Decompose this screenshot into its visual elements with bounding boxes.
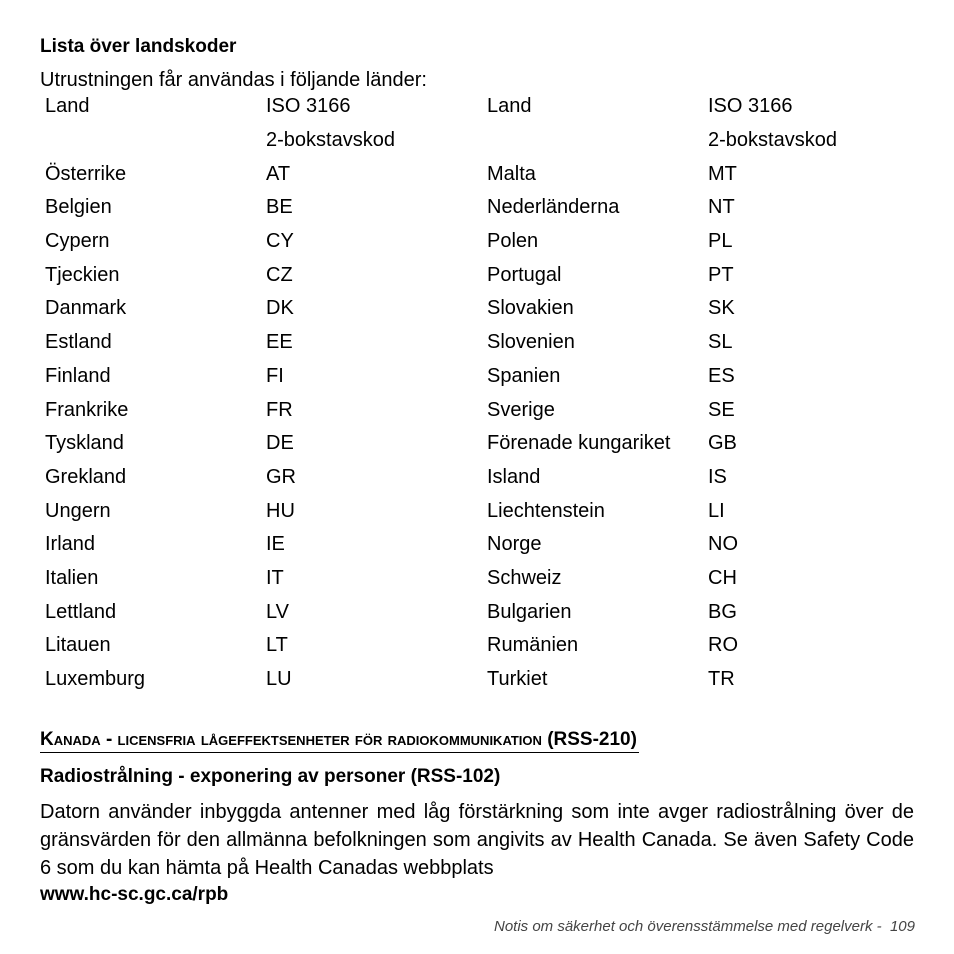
section-title-smallcaps: anada - licensfria lågeffektsenheter för radiokommunikation xyxy=(53,729,542,750)
country-code-cell: LU xyxy=(266,668,292,691)
intro-text: Utrustningen får användas i följande länder: xyxy=(40,69,427,91)
country-name-cell: Nederländerna xyxy=(487,196,620,219)
country-code-cell: FI xyxy=(266,364,284,387)
country-code-cell: IT xyxy=(266,566,284,589)
table-row xyxy=(40,595,924,629)
table-row xyxy=(40,191,924,225)
table-row xyxy=(40,494,924,528)
country-name-cell: Estland xyxy=(45,331,112,354)
subheading-radiation: Radiostrålning - exponering av personer (RSS-102) xyxy=(40,766,501,787)
country-name-cell: Portugal xyxy=(487,263,562,286)
table-row xyxy=(40,629,924,663)
country-code-cell: PL xyxy=(708,230,733,253)
page-footer: Notis om säkerhet och överensstämmelse med regelverk - 109 xyxy=(493,918,915,935)
country-code-cell: IS xyxy=(708,465,727,488)
country-name-cell: Ungern xyxy=(45,499,111,522)
country-name-cell: Frankrike xyxy=(45,398,129,421)
country-code-cell: AT xyxy=(266,162,291,185)
website-link[interactable]: www.hc-sc.gc.ca/rpb xyxy=(40,884,229,905)
country-code-cell: DK xyxy=(266,297,294,320)
table-row xyxy=(40,393,924,427)
table-row xyxy=(40,427,924,461)
table-row xyxy=(40,562,924,596)
body-paragraph: Datorn använder inbyggda antenner med låg förstärkning som inte avger radiostrålning över de gränsvärden för den allmänna befolkningen som angivits av Health Canada. Se även Safety Code 6 som du kan hämta på Health Canadas webbplats xyxy=(40,801,914,879)
table-row xyxy=(40,326,924,360)
country-code-cell: BE xyxy=(266,196,293,219)
country-name-cell: Sverige xyxy=(487,398,555,421)
table-row xyxy=(40,461,924,495)
country-name-cell: Litauen xyxy=(45,634,111,657)
country-name-cell: Italien xyxy=(45,566,99,589)
country-name-cell: Slovakien xyxy=(487,297,574,320)
country-name-cell: Danmark xyxy=(45,297,127,320)
section-title-code: (RSS-210) xyxy=(541,729,637,750)
country-code-cell: RO xyxy=(708,634,738,657)
header-iso-sub-left: 2-bokstavskod xyxy=(266,129,395,152)
country-code-cell: NT xyxy=(708,196,735,219)
country-code-cell: FR xyxy=(266,398,293,421)
country-name-cell: Grekland xyxy=(45,465,127,488)
section-title-canada xyxy=(40,728,639,753)
country-code-cell: MT xyxy=(708,162,737,185)
country-name-cell: Tyskland xyxy=(45,432,124,455)
country-code-cell: LT xyxy=(266,634,288,657)
table-row xyxy=(40,225,924,259)
table-row xyxy=(40,663,924,697)
table-header-subrow xyxy=(40,124,924,158)
section-title-initial: K xyxy=(40,729,54,750)
country-code-cell: GR xyxy=(266,465,296,488)
table-row xyxy=(40,258,924,292)
country-code-cell: HU xyxy=(266,499,295,522)
country-code-cell: SE xyxy=(708,398,735,421)
country-name-cell: Bulgarien xyxy=(487,600,572,623)
country-name-cell: Norge xyxy=(487,533,542,556)
country-code-cell: SL xyxy=(708,331,733,354)
country-name-cell: Österrike xyxy=(45,162,127,185)
country-name-cell: Schweiz xyxy=(487,566,562,589)
country-code-cell: NO xyxy=(708,533,738,556)
table-row xyxy=(40,157,924,191)
country-code-cell: DE xyxy=(266,432,294,455)
country-name-cell: Liechtenstein xyxy=(487,499,605,522)
country-code-table xyxy=(40,90,924,696)
country-code-cell: LI xyxy=(708,499,725,522)
table-row xyxy=(40,528,924,562)
country-code-cell: ES xyxy=(708,364,735,387)
country-code-cell: CY xyxy=(266,230,294,253)
country-name-cell: Lettland xyxy=(45,600,117,623)
country-name-cell: Belgien xyxy=(45,196,112,219)
country-name-cell: Island xyxy=(487,465,541,488)
table-row xyxy=(40,292,924,326)
country-code-cell: CZ xyxy=(266,263,293,286)
country-code-cell: IE xyxy=(266,533,285,556)
header-land-right: Land xyxy=(487,95,532,118)
country-code-cell: LV xyxy=(266,600,289,623)
header-iso-left: ISO 3166 xyxy=(266,95,351,118)
country-name-cell: Förenade kungariket xyxy=(487,432,671,455)
country-code-cell: GB xyxy=(708,432,737,455)
country-name-cell: Irland xyxy=(45,533,96,556)
country-code-cell: PT xyxy=(708,263,734,286)
page-heading: Lista över landskoder xyxy=(40,36,237,57)
country-code-cell: CH xyxy=(708,566,737,589)
country-name-cell: Rumänien xyxy=(487,634,579,657)
country-name-cell: Tjeckien xyxy=(45,263,120,286)
country-code-cell: EE xyxy=(266,331,293,354)
header-iso-sub-right: 2-bokstavskod xyxy=(708,129,837,152)
table-row xyxy=(40,360,924,394)
country-code-cell: TR xyxy=(708,668,735,691)
country-code-cell: SK xyxy=(708,297,735,320)
country-name-cell: Finland xyxy=(45,364,111,387)
country-name-cell: Malta xyxy=(487,162,536,185)
country-name-cell: Cypern xyxy=(45,230,110,253)
country-name-cell: Turkiet xyxy=(487,668,548,691)
country-name-cell: Polen xyxy=(487,230,539,253)
country-name-cell: Slovenien xyxy=(487,331,575,354)
country-code-cell: BG xyxy=(708,600,737,623)
country-name-cell: Spanien xyxy=(487,364,561,387)
table-header-row xyxy=(40,90,924,124)
header-land-left: Land xyxy=(45,95,90,118)
country-name-cell: Luxemburg xyxy=(45,668,146,691)
header-iso-right: ISO 3166 xyxy=(708,95,793,118)
